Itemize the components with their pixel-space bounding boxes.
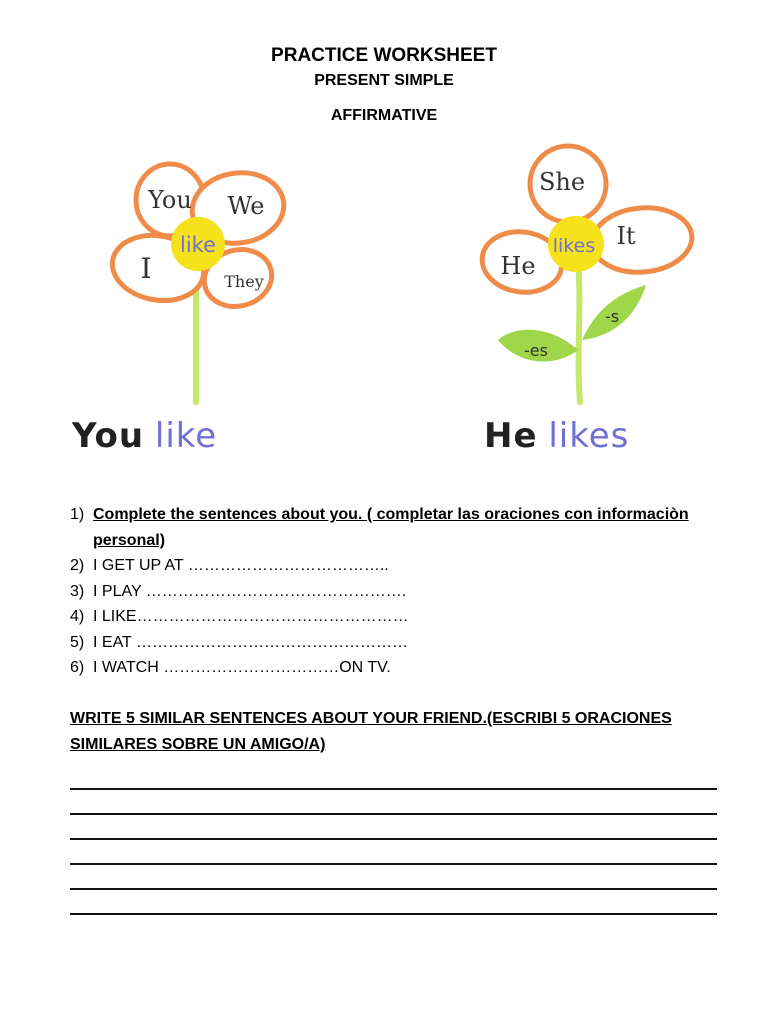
item-number: 6): [70, 659, 85, 676]
caption-verb: like: [154, 416, 218, 456]
petal-label: We: [227, 192, 265, 220]
answer-line: [70, 863, 717, 865]
list-item: [70, 579, 720, 605]
item-number: 3): [70, 582, 85, 600]
worksheet-title: PRACTICE WORKSHEET: [271, 45, 497, 66]
petal-label: He: [500, 252, 536, 280]
petal-label: You: [148, 186, 192, 214]
worksheet-subtitle: PRESENT SIMPLE: [314, 72, 454, 89]
caption-pronoun: He: [484, 416, 538, 456]
task-instruction: Complete the sentences about you. ( completar las oraciones con informaciòn personal): [93, 506, 689, 549]
caption-verb: likes: [548, 416, 630, 456]
flower-stem: [578, 260, 580, 402]
item-number: 2): [70, 557, 85, 574]
caption-pronoun: You: [72, 416, 145, 456]
petal-label: I: [140, 252, 152, 285]
sentence-prompt: I WATCH ……………………………ON TV.: [93, 659, 391, 676]
writing-instruction: WRITE 5 SIMILAR SENTENCES ABOUT YOUR FRIEND.(ESCRIBI 5 ORACIONES SIMILARES SOBRE UN AMIGO/A): [70, 710, 672, 753]
list-item: [70, 502, 720, 553]
exercise-list: [70, 502, 720, 681]
flower-center-verb: likes: [552, 235, 596, 257]
item-number: 1): [70, 506, 85, 523]
item-number: 4): [70, 608, 85, 625]
answer-line: [70, 813, 717, 815]
flower-center-verb: like: [179, 233, 217, 257]
item-number: 5): [70, 633, 85, 651]
caption-he-likes: [484, 416, 629, 456]
sentence-prompt: I GET UP AT ………………………………..: [93, 557, 389, 574]
sentence-prompt: I EAT ……………………………………………: [93, 633, 408, 651]
section-heading: AFFIRMATIVE: [330, 107, 438, 124]
leaf-label: -s: [604, 307, 620, 326]
list-item: [70, 604, 720, 630]
list-item: [70, 630, 720, 656]
answer-line: [70, 888, 717, 890]
leaf-label: -es: [524, 341, 548, 360]
answer-line: [70, 913, 717, 915]
list-item: [70, 655, 720, 681]
sentence-prompt: I PLAY ………………………………………….: [93, 582, 407, 600]
petal-label: She: [538, 168, 586, 196]
answer-line: [70, 788, 717, 790]
flower-illustration-likes: [470, 140, 710, 410]
petal-label: It: [616, 222, 636, 250]
caption-you-like: [72, 416, 217, 456]
flower-illustration-like: [60, 150, 290, 410]
petal: [589, 204, 694, 276]
answer-line: [70, 838, 717, 840]
sentence-prompt: I LIKE……………………………………………: [93, 608, 409, 625]
petal-label: They: [224, 272, 264, 291]
list-item: [70, 553, 720, 579]
